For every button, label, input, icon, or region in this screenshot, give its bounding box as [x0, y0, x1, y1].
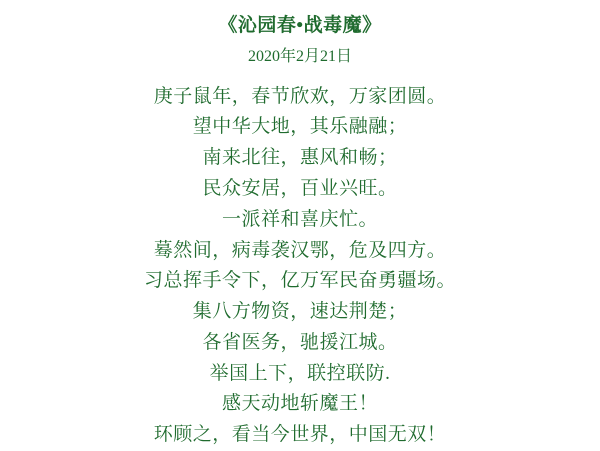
- poem-line: 集八方物资，速达荆楚；: [192, 301, 408, 323]
- poem-line: 感天动地斩魔王！: [221, 393, 378, 415]
- page-title: 《沁园春•战毒魔》: [218, 15, 382, 36]
- poem-line: 民众安居，百业兴旺。: [202, 177, 398, 199]
- document-date: 2020年2月21日: [247, 47, 352, 65]
- poem-line: 环顾之，看当今世界，中国无双！: [153, 424, 447, 446]
- poem-line: 南来北往，惠风和畅；: [202, 147, 398, 169]
- poem-line: 各省医务，驰援江城。: [202, 331, 398, 353]
- poem-body: [20, 82, 580, 451]
- poem-line: 蓦然间，病毒袭汉鄂，危及四方。: [153, 239, 447, 261]
- poem-line: 一派祥和喜庆忙。: [221, 208, 378, 230]
- poem-line: 举国上下，联控联防.: [209, 362, 391, 384]
- poem-line: 庚子鼠年，春节欣欢，万家团圆。: [153, 85, 447, 107]
- poem-line: 习总挥手令下，亿万军民奋勇疆场。: [143, 270, 456, 292]
- poem-line: 望中华大地，其乐融融；: [192, 116, 408, 138]
